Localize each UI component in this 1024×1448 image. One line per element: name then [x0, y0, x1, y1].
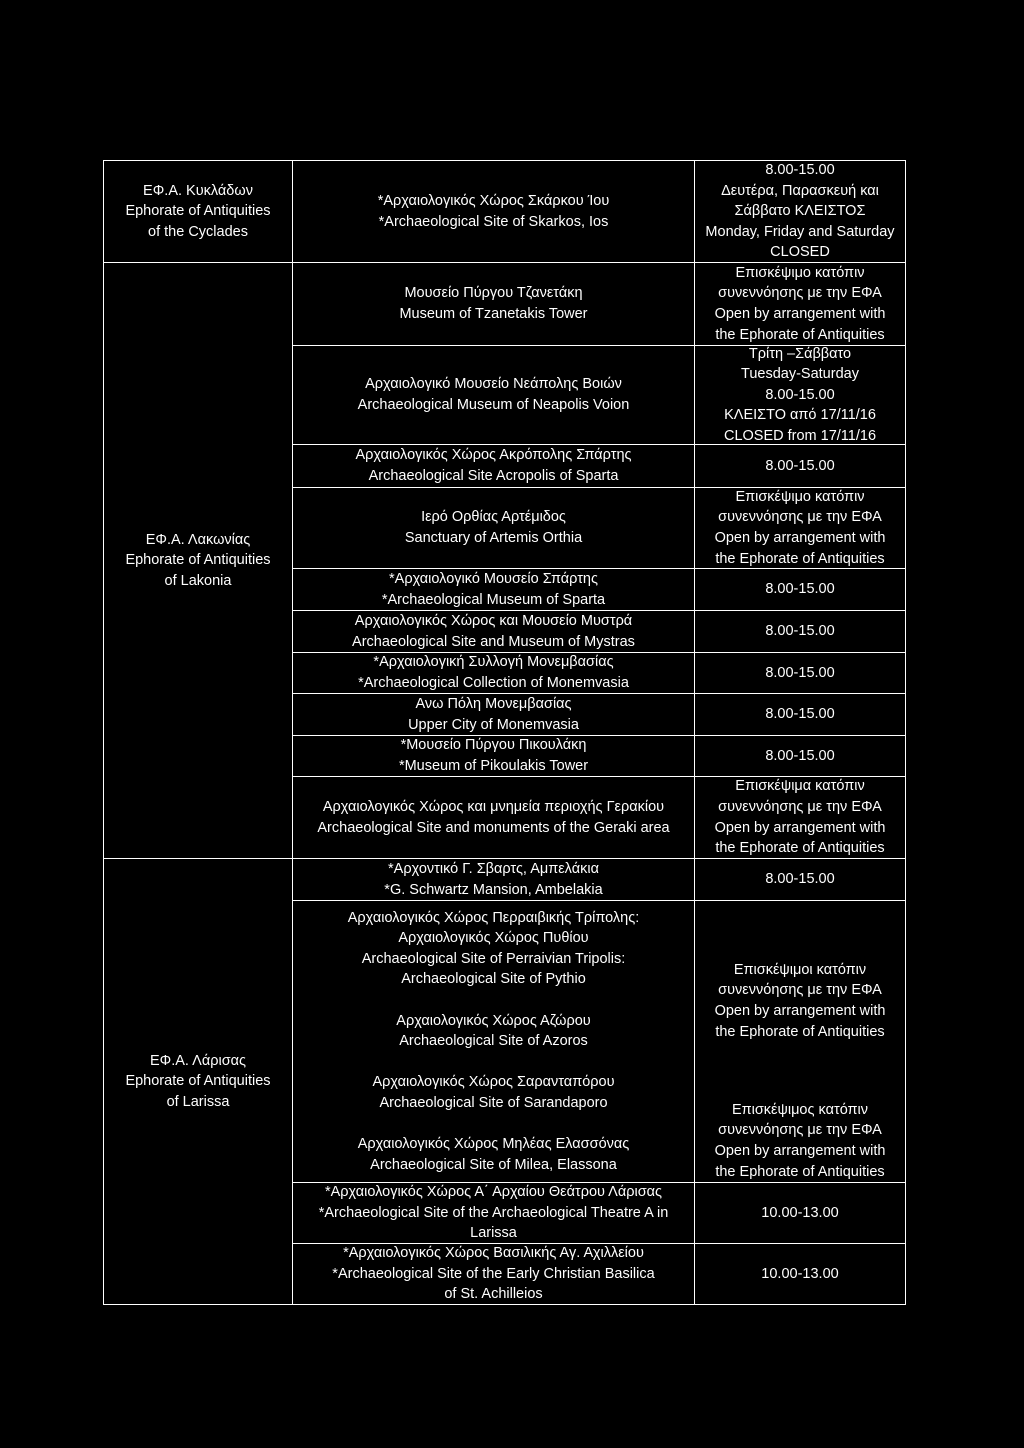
ephorate-lakonia	[104, 263, 292, 858]
hours-line: Επισκέψιμο κατόπιν	[735, 488, 865, 505]
hours-line: Open by arrangement with	[714, 1143, 886, 1159]
hours-cell	[695, 346, 905, 444]
site-cell	[293, 1183, 694, 1243]
hours-line: 8.00-15.00	[765, 457, 835, 474]
site-name-english: Archaeological Site of Sarandaporo	[379, 1094, 608, 1111]
hours-line: ΚΛΕΙΣΤΟ από 17/11/16	[724, 407, 876, 424]
site-name-greek: Αρχαιολογικός Χώρος Σαρανταπόρου	[372, 1074, 615, 1091]
hours-cell	[695, 653, 905, 693]
site-name-english: Archaeological Site of Azoros	[399, 1033, 588, 1050]
ephorate-region: of the Cyclades	[148, 223, 248, 240]
site-name-greek: Αρχαιολογικός Χώρος Πυθίου	[398, 930, 589, 947]
site-cell	[293, 653, 694, 693]
site-cell	[293, 263, 694, 345]
site-name-english: Upper City of Monemvasia	[408, 716, 579, 733]
hours-cell	[695, 1244, 905, 1304]
hours-line: 10.00-13.00	[761, 1204, 839, 1221]
hours-line: Δευτέρα, Παρασκευή και	[721, 182, 879, 199]
site-name-greek: *Αρχαιολογικός Χώρος Βασιλικής Αγ. Αχιλλείου	[343, 1245, 644, 1262]
site-name-greek: *Αρχαιολογικός Χώρος Σκάρκου Ίου	[377, 192, 610, 209]
ephorate-larissa	[104, 859, 292, 1304]
site-name-english: Archaeological Site Acropolis of Sparta	[368, 468, 619, 484]
ephorate-name-greek: ΕΦ.Α. Κυκλάδων	[143, 182, 253, 199]
site-name-greek: Ιερό Ορθίας Αρτέμιδος	[421, 509, 566, 526]
site-name-english: of St. Achilleios	[444, 1286, 543, 1303]
hours-line: συνεννόησης με την ΕΦΑ	[718, 982, 882, 999]
site-name-english: Archaeological Site and Museum of Mystras	[352, 633, 635, 650]
site-name-greek: *Αρχαιολογικός Χώρος Α΄ Αρχαίου Θεάτρου Λάρισας	[324, 1184, 663, 1201]
hours-line: Επισκέψιμοι κατόπιν	[733, 961, 867, 978]
hours-cell	[695, 611, 905, 652]
site-name-english: *Archaeological Museum of Sparta	[381, 591, 606, 608]
ephorate-name-english: Ephorate of Antiquities	[125, 1073, 271, 1090]
site-name-english: *Museum of Pikoulakis Tower	[398, 758, 589, 774]
hours-line: Επισκέψιμο κατόπιν	[735, 264, 865, 281]
hours-line: Tuesday-Saturday	[741, 366, 859, 383]
hours-line: 8.00-15.00	[765, 623, 835, 640]
hours-cell	[695, 859, 905, 900]
site-cell	[293, 569, 694, 610]
hours-line: 10.00-13.00	[761, 1265, 839, 1282]
hours-line: 8.00-15.00	[765, 162, 835, 179]
hours-line: CLOSED	[770, 244, 830, 261]
site-cell	[293, 777, 694, 858]
hours-cell	[695, 961, 905, 1041]
site-name-english: *Archaeological Site of Skarkos, Ios	[378, 213, 609, 230]
hours-line: 8.00-15.00	[765, 706, 835, 723]
site-name-greek: Αρχαιολογικός Χώρος Ακρόπολης Σπάρτης	[355, 447, 632, 464]
hours-line: συνεννόησης με την ΕΦΑ	[718, 798, 882, 815]
site-name-english: *G. Schwartz Mansion, Ambelakia	[384, 881, 603, 898]
border-right	[905, 160, 906, 1305]
site-name-greek: Αρχαιολογικός Χώρος και Μουσείο Μυστρά	[354, 612, 633, 629]
site-cell	[293, 694, 694, 735]
ephorate-name-greek: ΕΦ.Α. Λάρισας	[149, 1052, 247, 1069]
site-name-greek: Αρχαιολογικός Χώρος Μηλέας Ελασσόνας	[357, 1136, 630, 1153]
site-name-greek: Αρχαιολογικός Χώρος Περραιβικής Τρίπολης:	[347, 909, 640, 926]
site-name-english: Archaeological Site of Pythio	[401, 971, 586, 988]
site-name-greek: *Μουσείο Πύργου Πικουλάκη	[400, 737, 587, 754]
ephorate-name-english: Ephorate of Antiquities	[125, 203, 271, 220]
site-name-english: *Archaeological Collection of Monemvasia	[358, 675, 629, 691]
hours-cell	[695, 1183, 905, 1243]
hours-line: 8.00-15.00	[765, 664, 835, 681]
site-name-english: *Archaeological Site of the Early Christian Basilica	[332, 1265, 655, 1282]
site-cell	[293, 611, 694, 652]
hours-line: Επισκέψιμα κατόπιν	[735, 778, 865, 795]
hours-line: Τρίτη –Σάββατο	[748, 345, 852, 362]
site-name-english: Archaeological Site of Milea, Elassona	[370, 1156, 617, 1173]
hours-line: CLOSED from 17/11/16	[723, 427, 877, 444]
hours-line: the Ephorate of Antiquities	[715, 550, 885, 567]
hours-cell	[695, 569, 905, 610]
site-name-english: Archaeological Site of Perraivian Tripolis:	[361, 950, 626, 967]
hours-line: συνεννόησης με την ΕΦΑ	[718, 509, 882, 526]
hours-line: Επισκέψιμος κατόπιν	[731, 1101, 869, 1118]
ephorate-name-greek: ΕΦ.Α. Λακωνίας	[145, 531, 251, 548]
hours-cell	[695, 1101, 905, 1181]
ephorate-cyclades	[104, 161, 292, 262]
hours-cell	[695, 445, 905, 487]
hours-line: συνεννόησης με την ΕΦΑ	[718, 1122, 882, 1139]
hours-line: Open by arrangement with	[714, 530, 886, 546]
hours-line: the Ephorate of Antiquities	[715, 1023, 885, 1040]
hours-line: 8.00-15.00	[765, 871, 835, 888]
site-name-english: Sanctuary of Artemis Orthia	[404, 530, 583, 546]
site-cell	[293, 859, 694, 900]
site-name-greek: Μουσείο Πύργου Τζανετάκη	[404, 285, 583, 302]
site-name-greek: Αρχαιολογικός Χώρος Αζώρου	[396, 1012, 591, 1029]
site-name-english: *Archaeological Site of the Archaeological Theatre A in	[318, 1204, 669, 1221]
hours-line: 8.00-15.00	[765, 386, 835, 403]
site-name-greek: Αρχαιολογικός Χώρος και μνημεία περιοχής Γερακίου	[322, 798, 665, 815]
site-name-english: Archaeological Site and monuments of the Geraki area	[317, 819, 670, 836]
hours-line: Open by arrangement with	[714, 819, 886, 836]
site-cell	[293, 736, 694, 776]
hours-line: συνεννόησης με την ΕΦΑ	[718, 285, 882, 302]
site-name-greek: *Αρχοντικό Γ. Σβαρτς, Αμπελάκια	[388, 860, 599, 877]
site-name-greek: *Αρχαιολογικό Μουσείο Σπάρτης	[389, 570, 598, 587]
hours-line: 8.00-15.00	[765, 747, 835, 764]
hours-line: the Ephorate of Antiquities	[715, 326, 885, 343]
site-cell	[293, 161, 694, 262]
ephorate-name-english: Ephorate of Antiquities	[125, 552, 271, 569]
site-name-greek: *Αρχαιολογική Συλλογή Μονεμβασίας	[373, 654, 614, 671]
site-cell	[293, 901, 694, 1182]
hours-cell	[695, 263, 905, 345]
hours-line: 8.00-15.00	[765, 581, 835, 598]
site-cell	[293, 1244, 694, 1304]
hours-line: Σάββατο ΚΛΕΙΣΤΟΣ	[734, 203, 866, 220]
hours-cell	[695, 161, 905, 262]
hours-cell	[695, 736, 905, 776]
hours-line: the Ephorate of Antiquities	[715, 840, 885, 857]
site-cell	[293, 488, 694, 568]
hours-cell	[695, 777, 905, 858]
ephorate-region: of Lakonia	[164, 572, 232, 589]
hours-line: Open by arrangement with	[714, 1003, 886, 1019]
site-name-greek: Ανω Πόλη Μονεμβασίας	[415, 695, 572, 712]
hours-cell	[695, 694, 905, 735]
site-name-english: Larissa	[470, 1225, 517, 1242]
hours-line: Monday, Friday and Saturday	[705, 223, 895, 240]
hours-cell	[695, 488, 905, 568]
hours-line: Open by arrangement with	[714, 306, 886, 322]
site-cell	[293, 346, 694, 444]
site-name-greek: Αρχαιολογικό Μουσείο Νεάπολης Βοιών	[365, 376, 622, 393]
ephorate-region: of Larissa	[166, 1093, 230, 1110]
site-name-english: Archaeological Museum of Neapolis Voion	[357, 397, 630, 413]
site-cell	[293, 445, 694, 487]
site-name-english: Museum of Tzanetakis Tower	[399, 306, 588, 322]
hours-line: the Ephorate of Antiquities	[715, 1163, 885, 1180]
